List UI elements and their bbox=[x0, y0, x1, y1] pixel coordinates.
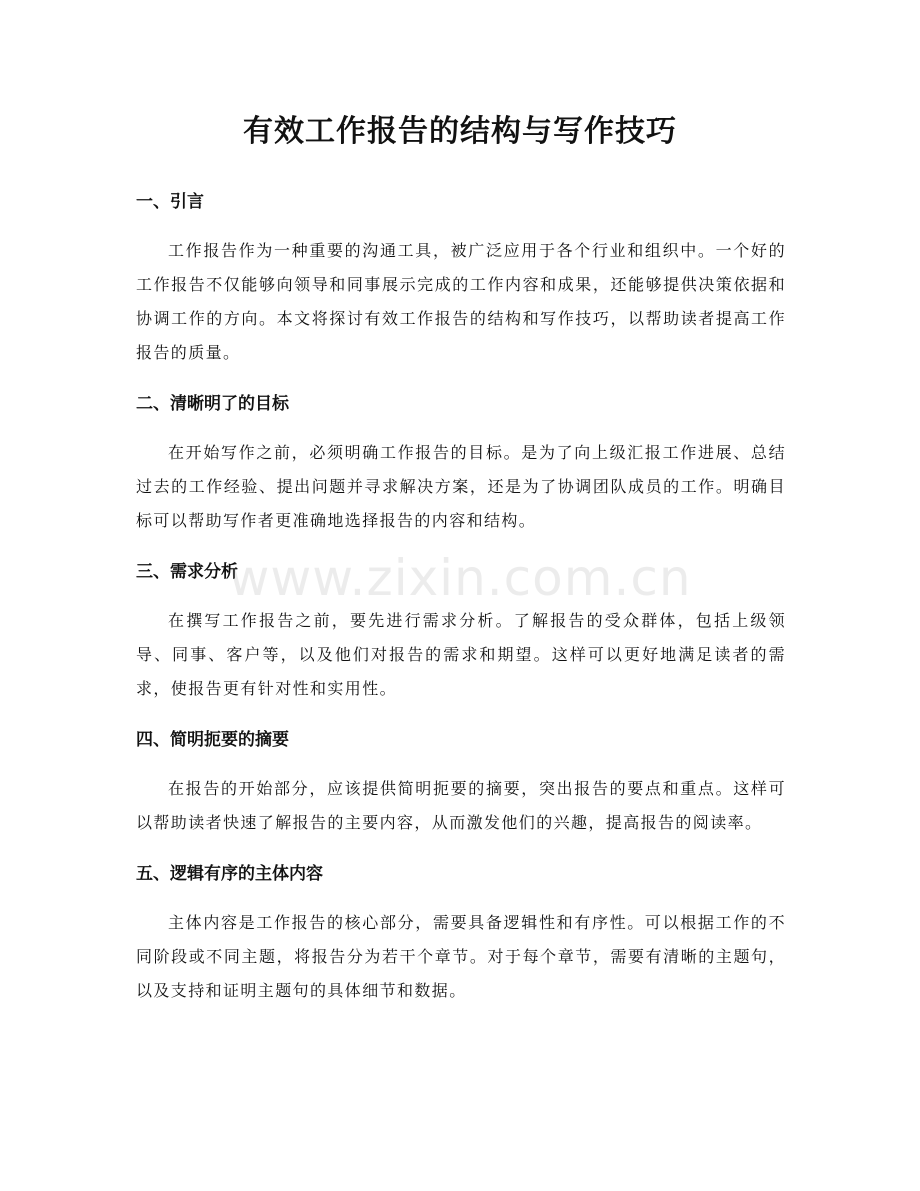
section-summary bbox=[136, 724, 786, 840]
section-main-body bbox=[136, 858, 786, 1008]
section-heading: 四、简明扼要的摘要 bbox=[136, 730, 289, 750]
section-paragraph: 工作报告作为一种重要的沟通工具，被广泛应用于各个行业和组织中。一个好的工作报告不仅能够向领导和同事展示完成的工作内容和成果，还能够提供决策依据和协调工作的方向。本文将探讨有效工作报告的结构和写作技巧，以帮助读者提高工作报告的质量。 bbox=[136, 241, 786, 362]
section-heading: 二、清晰明了的目标 bbox=[136, 394, 289, 414]
section-heading: 三、需求分析 bbox=[136, 562, 238, 582]
watermark: www.zixin.com.cn bbox=[228, 549, 692, 607]
section-paragraph: 在撰写工作报告之前，要先进行需求分析。了解报告的受众群体，包括上级领导、同事、客户等，以及他们对报告的需求和期望。这样可以更好地满足读者的需求，使报告更有针对性和实用性。 bbox=[136, 611, 786, 698]
section-paragraph: 在开始写作之前，必须明确工作报告的目标。是为了向上级汇报工作进展、总结过去的工作经验、提出问题并寻求解决方案，还是为了协调团队成员的工作。明确目标可以帮助写作者更准确地选择报告的内容和结构。 bbox=[136, 443, 786, 530]
section-paragraph: 主体内容是工作报告的核心部分，需要具备逻辑性和有序性。可以根据工作的不同阶段或不同主题，将报告分为若干个章节。对于每个章节，需要有清晰的主题句，以及支持和证明主题句的具体细节和数据。 bbox=[136, 913, 786, 1000]
section-introduction bbox=[136, 186, 786, 370]
section-heading: 五、逻辑有序的主体内容 bbox=[136, 864, 323, 884]
document-title: 有效工作报告的结构与写作技巧 bbox=[243, 114, 677, 149]
section-needs-analysis bbox=[136, 556, 786, 706]
document-content bbox=[136, 186, 786, 1026]
section-heading: 一、引言 bbox=[136, 192, 204, 212]
section-clear-goals bbox=[136, 388, 786, 538]
section-paragraph: 在报告的开始部分，应该提供简明扼要的摘要，突出报告的要点和重点。这样可以帮助读者快速了解报告的主要内容，从而激发他们的兴趣，提高报告的阅读率。 bbox=[136, 779, 786, 832]
